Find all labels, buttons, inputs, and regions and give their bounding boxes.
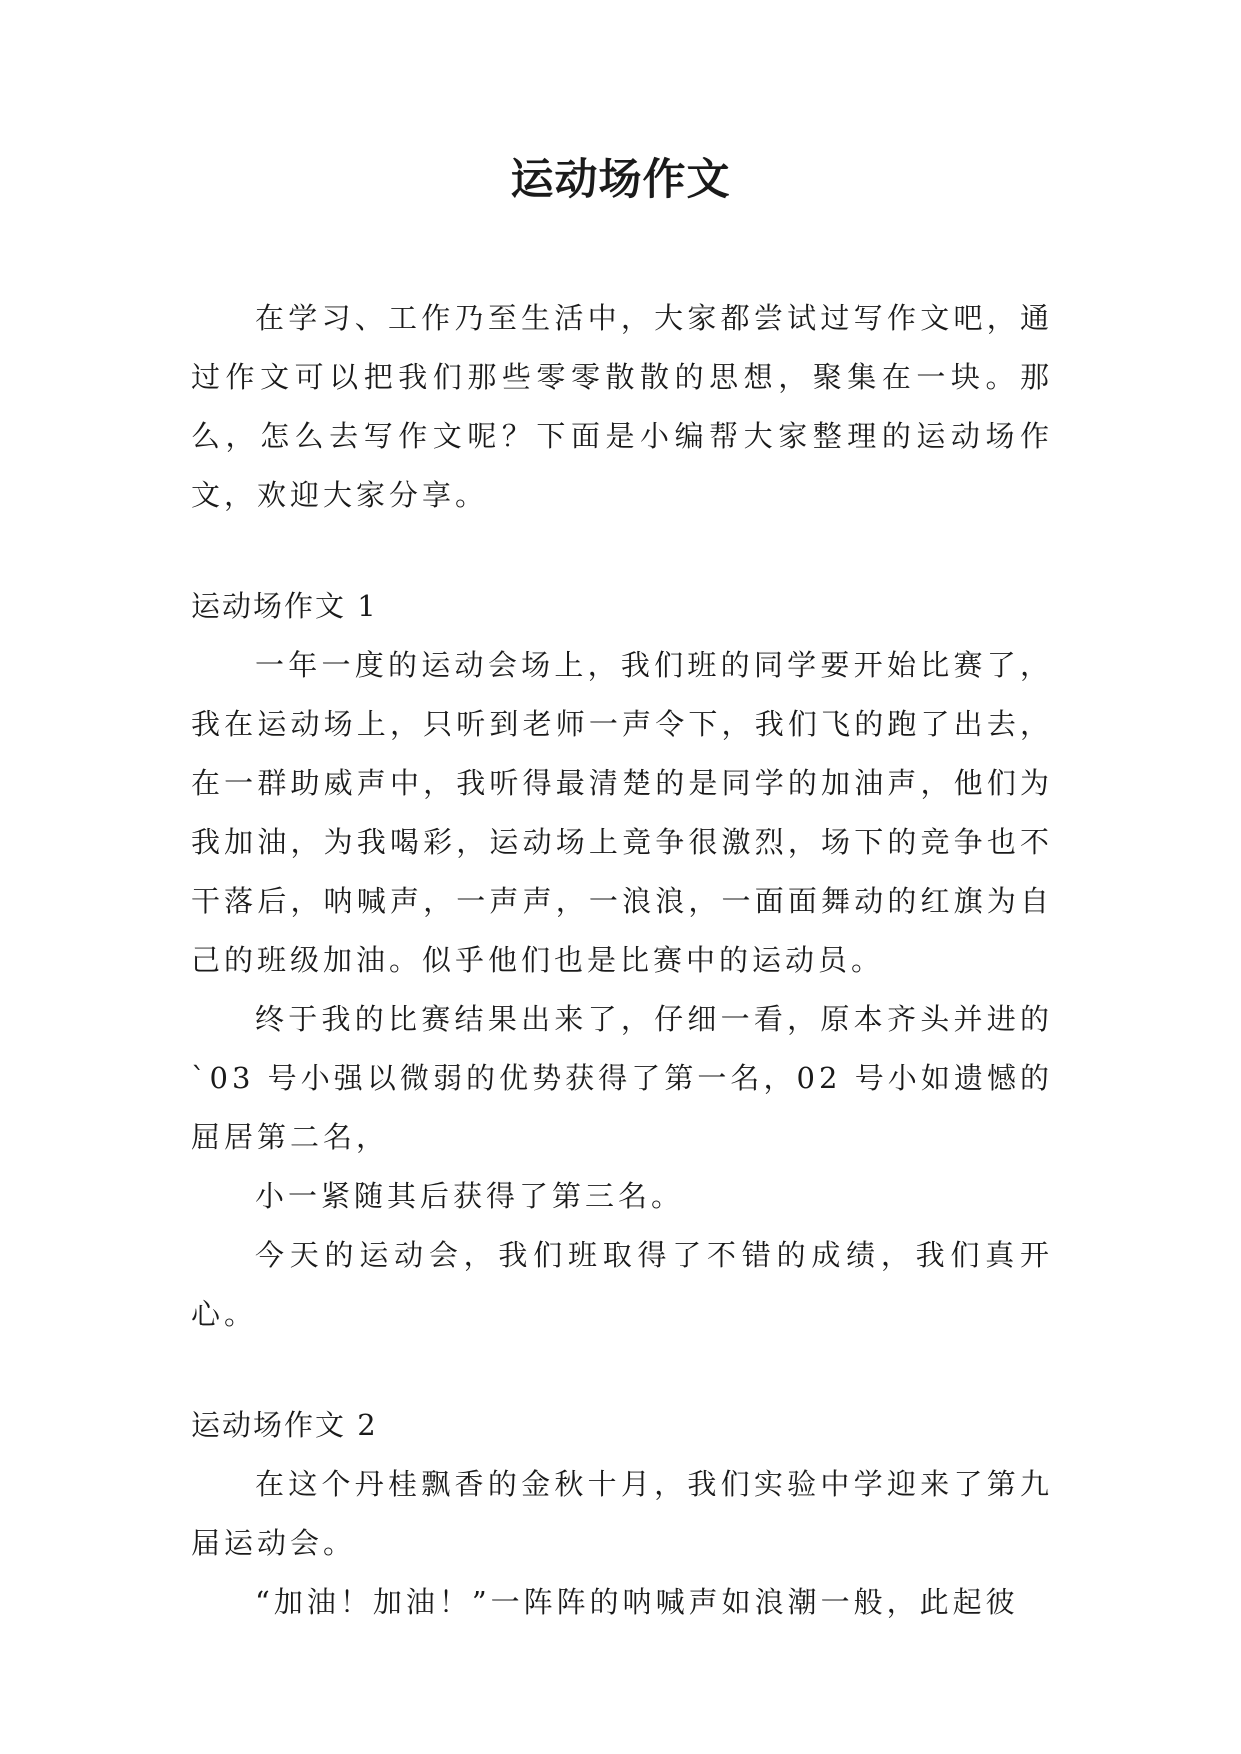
section-paragraph: 今天的运动会，我们班取得了不错的成绩，我们真开心。 bbox=[191, 1238, 1053, 1331]
section-heading: 运动场作文 1 bbox=[191, 589, 378, 623]
section-heading: 运动场作文 2 bbox=[191, 1408, 378, 1442]
section-paragraph: 在这个丹桂飘香的金秋十月，我们实验中学迎来了第九届运动会。 bbox=[191, 1467, 1053, 1560]
spacer bbox=[191, 525, 1053, 577]
spacer bbox=[191, 1344, 1053, 1396]
section-paragraph: 终于我的比赛结果出来了，仔细一看，原本齐头并进的`03 号小强以微弱的优势获得了第一名，02 号小如遗憾的屈居第二名， bbox=[191, 1002, 1053, 1154]
section-1 bbox=[191, 577, 1053, 1344]
section-paragraph: 一年一度的运动会场上，我们班的同学要开始比赛了，我在运动场上，只听到老师一声令下，我们飞的跑了出去，在一群助威声中，我听得最清楚的是同学的加油声，他们为我加油，为我喝彩，运动场上竟争很激烈，场下的竞争也不干落后，呐喊声，一声声，一浪浪，一面面舞动的红旗为自己的班级加油。似乎他们也是比赛中的运动员。 bbox=[191, 648, 1053, 977]
document-body bbox=[191, 289, 1053, 1632]
section-2 bbox=[191, 1396, 1053, 1632]
section-paragraph: “加油！加油！”一阵阵的呐喊声如浪潮一般，此起彼 bbox=[255, 1585, 1019, 1619]
intro-paragraph: 在学习、工作乃至生活中，大家都尝试过写作文吧，通过作文可以把我们那些零零散散的思想，聚集在一块。那么，怎么去写作文呢？下面是小编帮大家整理的运动场作文，欢迎大家分享。 bbox=[191, 301, 1053, 512]
document-title: 运动场作文 bbox=[510, 155, 731, 205]
section-paragraph: 小一紧随其后获得了第三名。 bbox=[255, 1179, 685, 1213]
